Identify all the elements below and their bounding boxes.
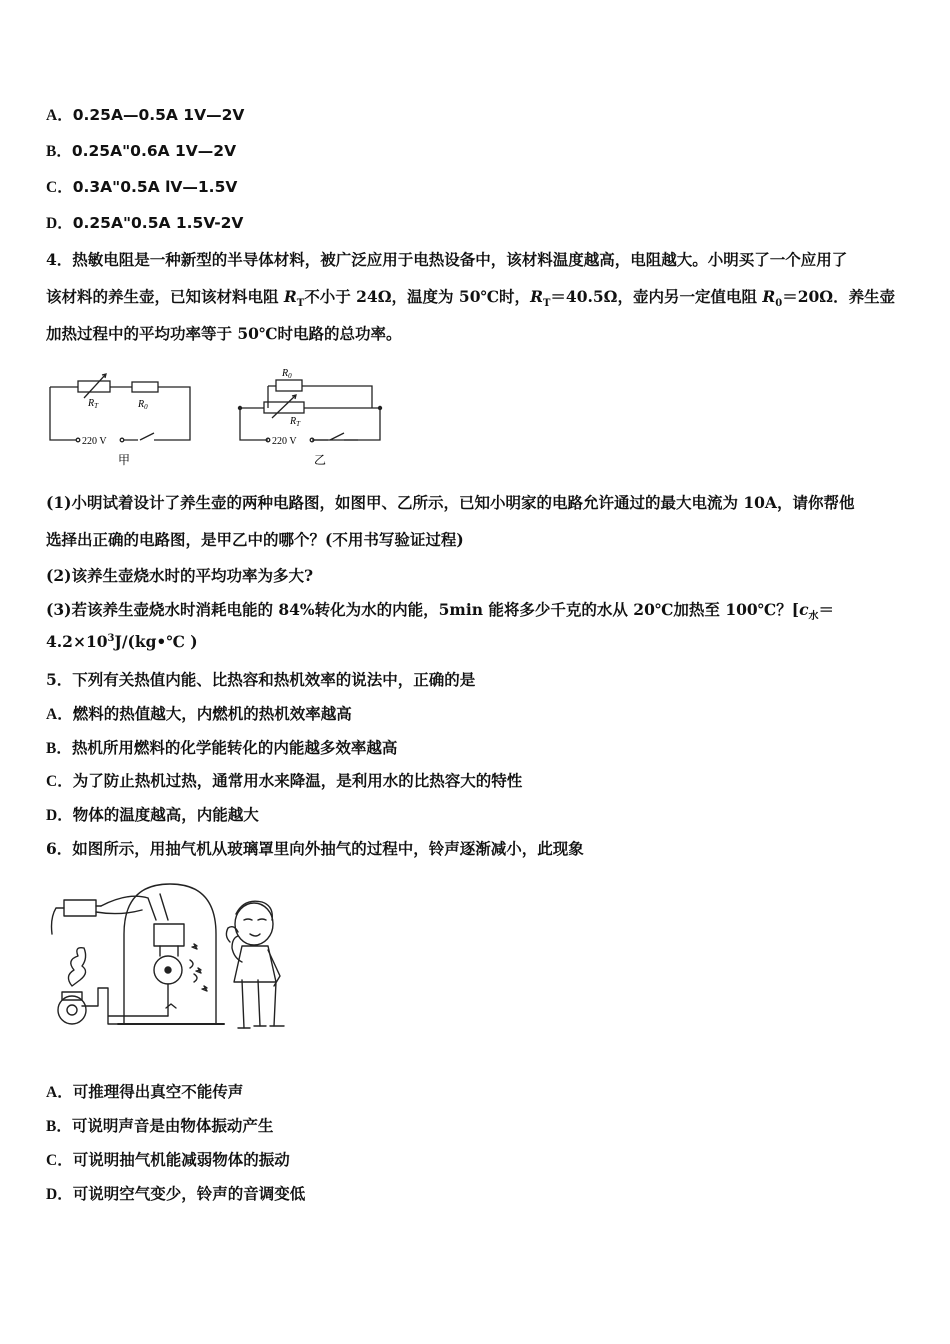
text: ＝20Ω．养生壶 (782, 287, 896, 306)
q6-option-c (46, 1148, 290, 1170)
boy-shirt (234, 946, 276, 982)
option-label: C． (46, 773, 73, 790)
option-label: D． (46, 1186, 73, 1203)
jia-voltage-label: 220 V (82, 436, 107, 447)
yi-caption: 乙 (314, 453, 327, 467)
electromagnet (154, 924, 184, 946)
option-text: 0.25A"0.5A 1.5V-2V (72, 214, 244, 232)
option-label: D． (46, 215, 73, 232)
option-text: 可推理得出真空不能传声 (72, 1082, 244, 1101)
battery (64, 900, 96, 916)
rt-symbol: R (283, 287, 297, 306)
text: J/(kg•℃ ) (114, 632, 198, 651)
jia-wires (50, 387, 190, 440)
option-text: 可说明声音是由物体振动产生 (71, 1116, 274, 1135)
q6-option-d (46, 1182, 305, 1204)
boy-head (235, 903, 273, 945)
q4-stem-line1: 4．热敏电阻是一种新型的半导体材料，被广泛应用于电热设备中，该材料温度越高，电阻越大。小明买了一个应用了 (46, 250, 848, 269)
q6-stem: 6．如图所示，用抽气机从玻璃罩里向外抽气的过程中，铃声逐渐减小，此现象 (46, 839, 584, 858)
q6-option-b (46, 1114, 273, 1136)
text: 不小于 24Ω，温度为 50℃时， (304, 287, 531, 306)
circuit-diagrams (40, 362, 400, 472)
option-text: 为了防止热机过热，通常用水来降温，是利用水的比热容大的特性 (72, 771, 523, 790)
jia-r0-resistor (132, 382, 158, 392)
q4-sub3-line2 (46, 632, 198, 651)
q4-sub1-line1: (1)小明试着设计了养生壶的两种电路图，如图甲、乙所示，已知小明家的电路允许通过的最大电流为 10A，请你帮他 (46, 493, 855, 512)
option-label: B． (46, 1118, 72, 1135)
option-text: 0.25A—0.5A 1V—2V (72, 106, 245, 124)
q3-option-b (46, 139, 236, 161)
option-label: A． (46, 706, 73, 723)
q5-option-a (46, 702, 352, 724)
yi-r0-label: $R_0$ (282, 368, 292, 380)
yi-rt-resistor (264, 402, 304, 413)
option-text: 0.25A"0.6A 1V—2V (71, 142, 237, 160)
yi-thermistor-arrow (272, 395, 296, 418)
jia-thermistor-arrow (84, 374, 106, 398)
q5-option-b (46, 736, 397, 758)
text: ＝40.5Ω，壶内另一定值电阻 (550, 287, 763, 306)
option-label: C． (46, 179, 73, 196)
yi-switch (314, 433, 358, 440)
yi-rt-label: $R_T$ (290, 416, 301, 428)
option-label: B． (46, 143, 72, 160)
jia-caption: 甲 (118, 453, 131, 467)
text: 该材料的养生壶，已知该材料电阻 (46, 287, 284, 306)
exponent: 3 (107, 632, 115, 644)
text: ＝ (818, 600, 835, 619)
option-label: A． (46, 1084, 73, 1101)
jia-terminal-right (120, 438, 124, 442)
q5-stem: 5．下列有关热值内能、比热容和热机效率的说法中，正确的是 (46, 670, 476, 689)
q5-option-c (46, 769, 522, 791)
option-label: C． (46, 1152, 73, 1169)
r0-sub: 0 (775, 298, 783, 310)
q4-sub1-line2: 选择出正确的电路图，是甲乙中的哪个？(不用书写验证过程) (46, 530, 464, 549)
jia-r0-label: $R_0$ (138, 399, 148, 411)
option-text: 可说明抽气机能减弱物体的振动 (72, 1150, 290, 1169)
option-text: 热机所用燃料的化学能转化的内能越多效率越高 (71, 738, 398, 757)
glass-jar (124, 884, 216, 1024)
bell-jar-illustration (48, 876, 298, 1038)
text: 4.2×10 (46, 632, 108, 651)
option-label: B． (46, 740, 72, 757)
c-symbol: c (799, 600, 809, 619)
jia-switch (124, 433, 162, 440)
option-label: D． (46, 807, 73, 824)
water-sub: 水 (808, 611, 819, 623)
r0-symbol: R (762, 287, 776, 306)
q6-option-a (46, 1080, 243, 1102)
text: (3)若该养生壶烧水时消耗电能的 84%转化为水的内能，5min 能将多少千克的水从 20℃加热至 100℃？[ (46, 600, 800, 619)
q4-stem-line3: 加热过程中的平均功率等于 50℃时电路的总功率。 (46, 324, 402, 343)
option-text: 物体的温度越高，内能越大 (72, 805, 259, 824)
yi-r0-resistor (276, 380, 302, 391)
q4-stem-line2 (46, 285, 895, 309)
q3-option-a (46, 103, 244, 125)
q3-option-c (46, 175, 237, 197)
option-text: 燃料的热值越大，内燃机的热机效率越高 (72, 704, 352, 723)
q3-option-d (46, 211, 243, 233)
rt-sub: T (542, 298, 551, 310)
option-text: 0.3A"0.5A lV—1.5V (72, 178, 238, 196)
jia-terminal-left (76, 438, 80, 442)
rt-symbol: R (530, 287, 543, 306)
smoke (68, 948, 85, 986)
rt-sub: T (296, 298, 305, 310)
q5-option-d (46, 803, 259, 825)
yi-wires (240, 386, 380, 440)
option-label: A． (46, 107, 73, 124)
q4-sub2: (2)该养生壶烧水时的平均功率为多大? (46, 566, 314, 585)
yi-voltage-label: 220 V (272, 436, 297, 447)
q4-sub3-line1 (46, 598, 834, 622)
jia-rt-label: $R_T$ (88, 398, 99, 410)
option-text: 可说明空气变少，铃声的音调变低 (72, 1184, 306, 1203)
